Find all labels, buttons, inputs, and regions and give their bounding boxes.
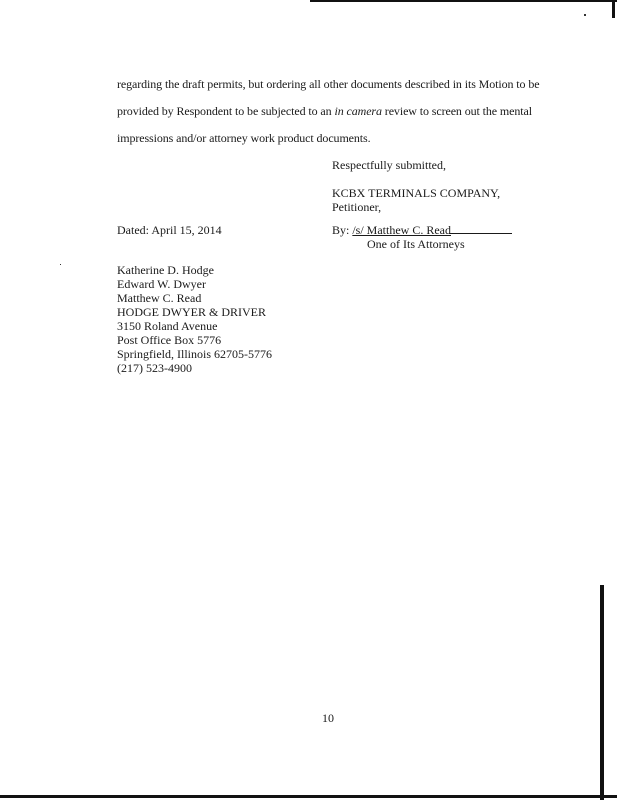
- petitioner-label: Petitioner,: [332, 200, 382, 214]
- scan-edge-right-bottom: [600, 585, 604, 800]
- scan-edge-right-top: [612, 0, 615, 18]
- body-line-3: impressions and/or attorney work product documents.: [117, 131, 371, 145]
- counsel-line: (217) 523-4900: [117, 361, 192, 375]
- scan-speck: [584, 14, 586, 16]
- counsel-line: Katherine D. Hodge: [117, 263, 214, 277]
- signature-underline: [449, 233, 512, 234]
- body-line-2-italic: in camera: [334, 104, 382, 118]
- company-name: KCBX TERMINALS COMPANY,: [332, 186, 501, 200]
- counsel-line: HODGE DWYER & DRIVER: [117, 305, 266, 319]
- signature-name: /s/ Matthew C. Read: [352, 223, 451, 237]
- respectfully-submitted: Respectfully submitted,: [332, 158, 446, 172]
- scan-edge-top: [310, 0, 617, 2]
- page-number: 10: [322, 711, 334, 725]
- counsel-line: Matthew C. Read: [117, 291, 202, 305]
- counsel-line: 3150 Roland Avenue: [117, 319, 218, 333]
- body-line-2-end: review to screen out the mental: [381, 104, 532, 118]
- counsel-line: Springfield, Illinois 62705-5776: [117, 347, 272, 361]
- counsel-line: Edward W. Dwyer: [117, 277, 206, 291]
- dated-line: Dated: April 15, 2014: [117, 223, 222, 237]
- attorney-title: One of Its Attorneys: [367, 237, 465, 251]
- by-prefix: By:: [332, 223, 353, 237]
- counsel-line: Post Office Box 5776: [117, 333, 222, 347]
- scan-speck: [60, 264, 61, 265]
- signature-line: [332, 223, 512, 237]
- body-line-2: [117, 104, 532, 119]
- scan-edge-bottom: [0, 795, 617, 798]
- body-line-2-start: provided by Respondent to be subjected to an: [117, 104, 335, 118]
- body-line-1: regarding the draft permits, but ordering all other documents described in its Motion to be: [117, 77, 540, 91]
